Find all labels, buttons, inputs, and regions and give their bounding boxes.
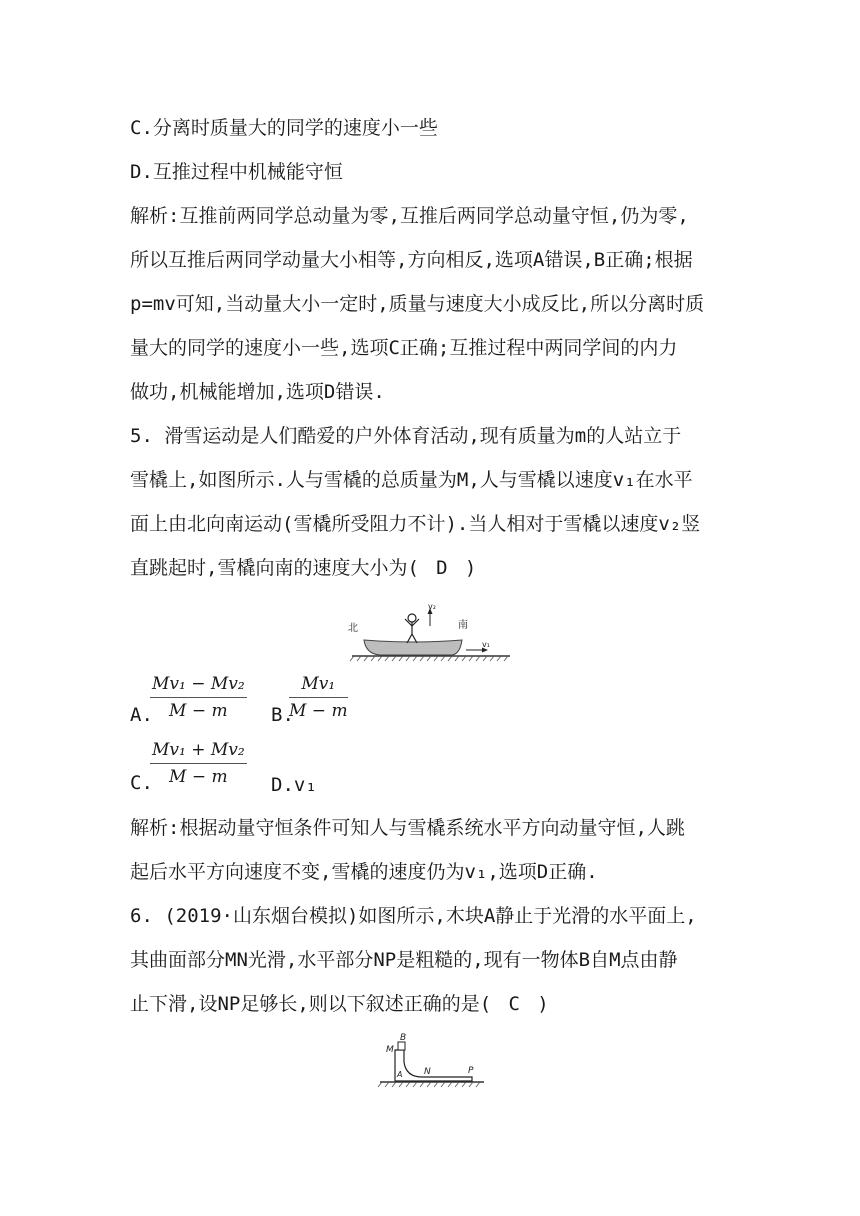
label-b: B [400, 1033, 407, 1043]
q5-stem-line: 雪橇上,如图所示.人与雪橇的总质量为M,人与雪橇以速度v₁在水平 [130, 469, 693, 491]
analysis-line: 量大的同学的速度小一些,选项C正确;互推过程中两同学间的内力 [130, 337, 678, 359]
analysis-line: p=mv可知,当动量大小一定时,质量与速度大小成反比,所以分离时质 [130, 293, 705, 315]
person-icon [405, 614, 419, 643]
q6-close-paren: ) [537, 993, 549, 1015]
label-n: N [424, 1067, 431, 1077]
label-m: M [386, 1045, 394, 1055]
q6-stem-text: 止下滑,设NP足够长,则以下叙述正确的是( [130, 993, 492, 1015]
analysis-line: 做功,机械能增加,选项D错误. [130, 381, 385, 403]
q6-stem-line: 其曲面部分MN光滑,水平部分NP是粗糙的,现有一物体B自M点由静 [130, 949, 678, 971]
object-b [398, 1042, 405, 1050]
sled-body [364, 640, 462, 655]
block-a [395, 1050, 472, 1081]
option-b-fraction: $\frac{\text{Mv₁}}{M - m}$ [289, 674, 348, 721]
south-label: 南 [458, 620, 468, 631]
option-b-label: B. [271, 704, 294, 726]
v1-label: v₁ [482, 640, 490, 649]
q5-analysis-line: 起后水平方向速度不变,雪橇的速度仍为v₁,选项D正确. [130, 861, 598, 883]
q5-stem-text: 直跳起时,雪橇向南的速度大小为( [130, 557, 419, 579]
option-d-value: v₁ [293, 774, 317, 796]
label-a: A [397, 1070, 403, 1079]
option-d-item [271, 773, 317, 797]
q6-stem-last-line [130, 992, 549, 1016]
analysis-line: 所以互推后两同学动量大小相等,方向相反,选项A错误,B正确;根据 [130, 249, 693, 271]
q5-close-paren: ) [464, 557, 477, 579]
block-figure [376, 1030, 488, 1092]
north-label: 北 [348, 623, 358, 634]
option-a-label: A. [130, 704, 153, 726]
option-c-label: C. [130, 772, 153, 794]
q5-answer: D [436, 557, 448, 579]
option-d-text: D.互推过程中机械能守恒 [130, 161, 343, 183]
option-a-fraction: $\frac{\text{Mv₁ − Mv₂}}{M - m}$ [152, 674, 245, 721]
q5-stem-line: 面上由北向南运动(雪橇所受阻力不计).当人相对于雪橇以速度v₂竖 [130, 513, 701, 535]
v2-label: v₂ [428, 604, 436, 611]
option-c-fraction: $\frac{\text{Mv₁ + Mv₂}}{M - m}$ [152, 740, 245, 787]
analysis-line: 解析:互推前两同学总动量为零,互推后两同学总动量守恒,仍为零, [130, 205, 689, 227]
q5-analysis-line: 解析:根据动量守恒条件可知人与雪橇系统水平方向动量守恒,人跳 [130, 817, 685, 839]
q6-answer: C [508, 993, 520, 1015]
sled-figure [346, 604, 516, 662]
q5-stem-line: 5. 滑雪运动是人们酷爱的户外体育活动,现有质量为m的人站立于 [130, 425, 682, 447]
label-p: P [468, 1066, 474, 1076]
q5-stem-last-line [130, 556, 476, 580]
option-d-label: D. [271, 774, 294, 796]
q6-stem-line: 6. (2019·山东烟台模拟)如图所示,木块A静止于光滑的水平面上, [130, 905, 697, 927]
option-c-text: C.分离时质量大的同学的速度小一些 [130, 117, 438, 139]
